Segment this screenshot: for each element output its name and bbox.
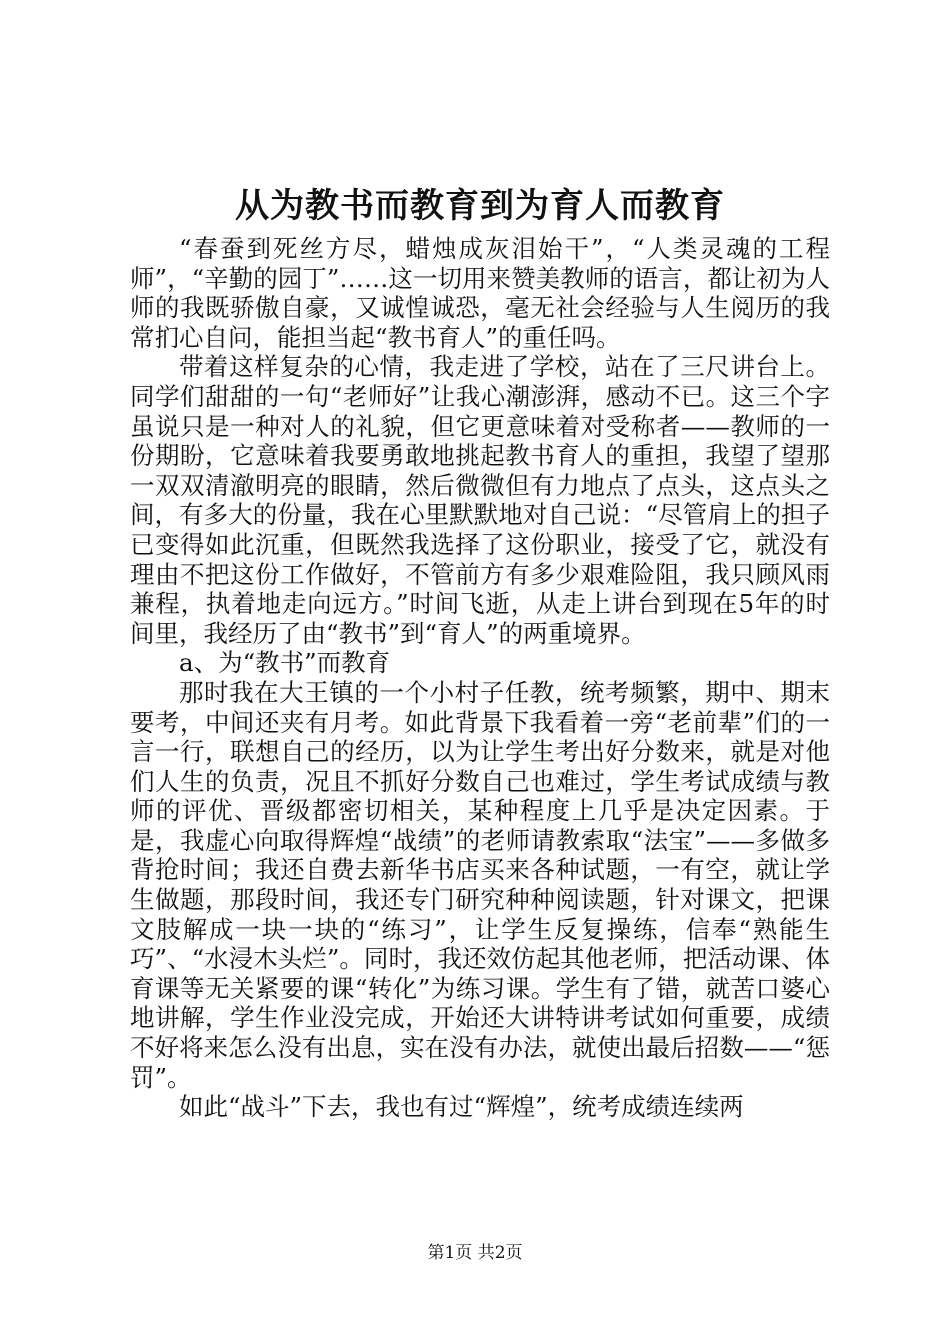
paragraph-2: 带着这样复杂的心情，我走进了学校，站在了三尺讲台上。同学们甜甜的一句“老师好”让我心潮澎湃，感动不已。这三个字虽说只是一种对人的礼貌，但它更意味着对受称者——教师的一份期盼，它意味着我要勇敢地挑起教书育人的重担，我望了望那一双双清澈明亮的眼睛，然后微微但有力地点了点头，这点头之间，有多大的份量，我在心里默默地对自己说：“尽管肩上的担子已变得如此沉重，但既然我选择了这份职业，接受了它，就没有理由不把这份工作做好，不管前方有多少艰难险阻，我只顾风雨兼程，执着地走向远方。”时间飞逝，从走上讲台到现在5年的时间里，我经历了由“教书”到“育人”的两重境界。 [130, 352, 830, 648]
document-title: 从为教书而教育到为育人而教育 [235, 186, 725, 226]
document-page [130, 182, 830, 1122]
section-heading: a、为“教书”而教育 [179, 648, 391, 678]
page-number-footer: 第1页 共2页 [427, 1243, 523, 1263]
paragraph-4: 如此“战斗”下去，我也有过“辉煌”，统考成绩连续两 [179, 1092, 744, 1122]
paragraph-3: 那时我在大王镇的一个小村子任教，统考频繁，期中、期末要考，中间还夹有月考。如此背景下我看着一旁“老前辈”们的一言一行，联想自己的经历，以为让学生考出好分数来，就是对他们人生的负责，况且不抓好分数自己也难过，学生考试成绩与教师的评优、晋级都密切相关，某种程度上几乎是决定因素。于是，我虚心向取得辉煌“战绩”的老师请教索取“法宝”——多做多背抢时间；我还自费去新华书店买来各种试题，一有空，就让学生做题，那段时间，我还专门研究种种阅读题，针对课文，把课文肢解成一块一块的“练习”，让学生反复操练，信奉“熟能生巧”、“水浸木头烂”。同时，我还效仿起其他老师，把活动课、体育课等无关紧要的课“转化”为练习课。学生有了错，就苦口婆心地讲解，学生作业没完成，开始还大讲特讲考试如何重要，成绩不好将来怎么没有出息，实在没有办法，就使出最后招数——“惩罚”。 [130, 677, 830, 1092]
paragraph-1: “春蚕到死丝方尽，蜡烛成灰泪始干”，“人类灵魂的工程师”，“辛勤的园丁”……这一切用来赞美教师的语言，都让初为人师的我既骄傲自豪，又诚惶诚恐，毫无社会经验与人生阅历的我常扪心自问，能担当起“教书育人”的重任吗。 [130, 234, 830, 352]
